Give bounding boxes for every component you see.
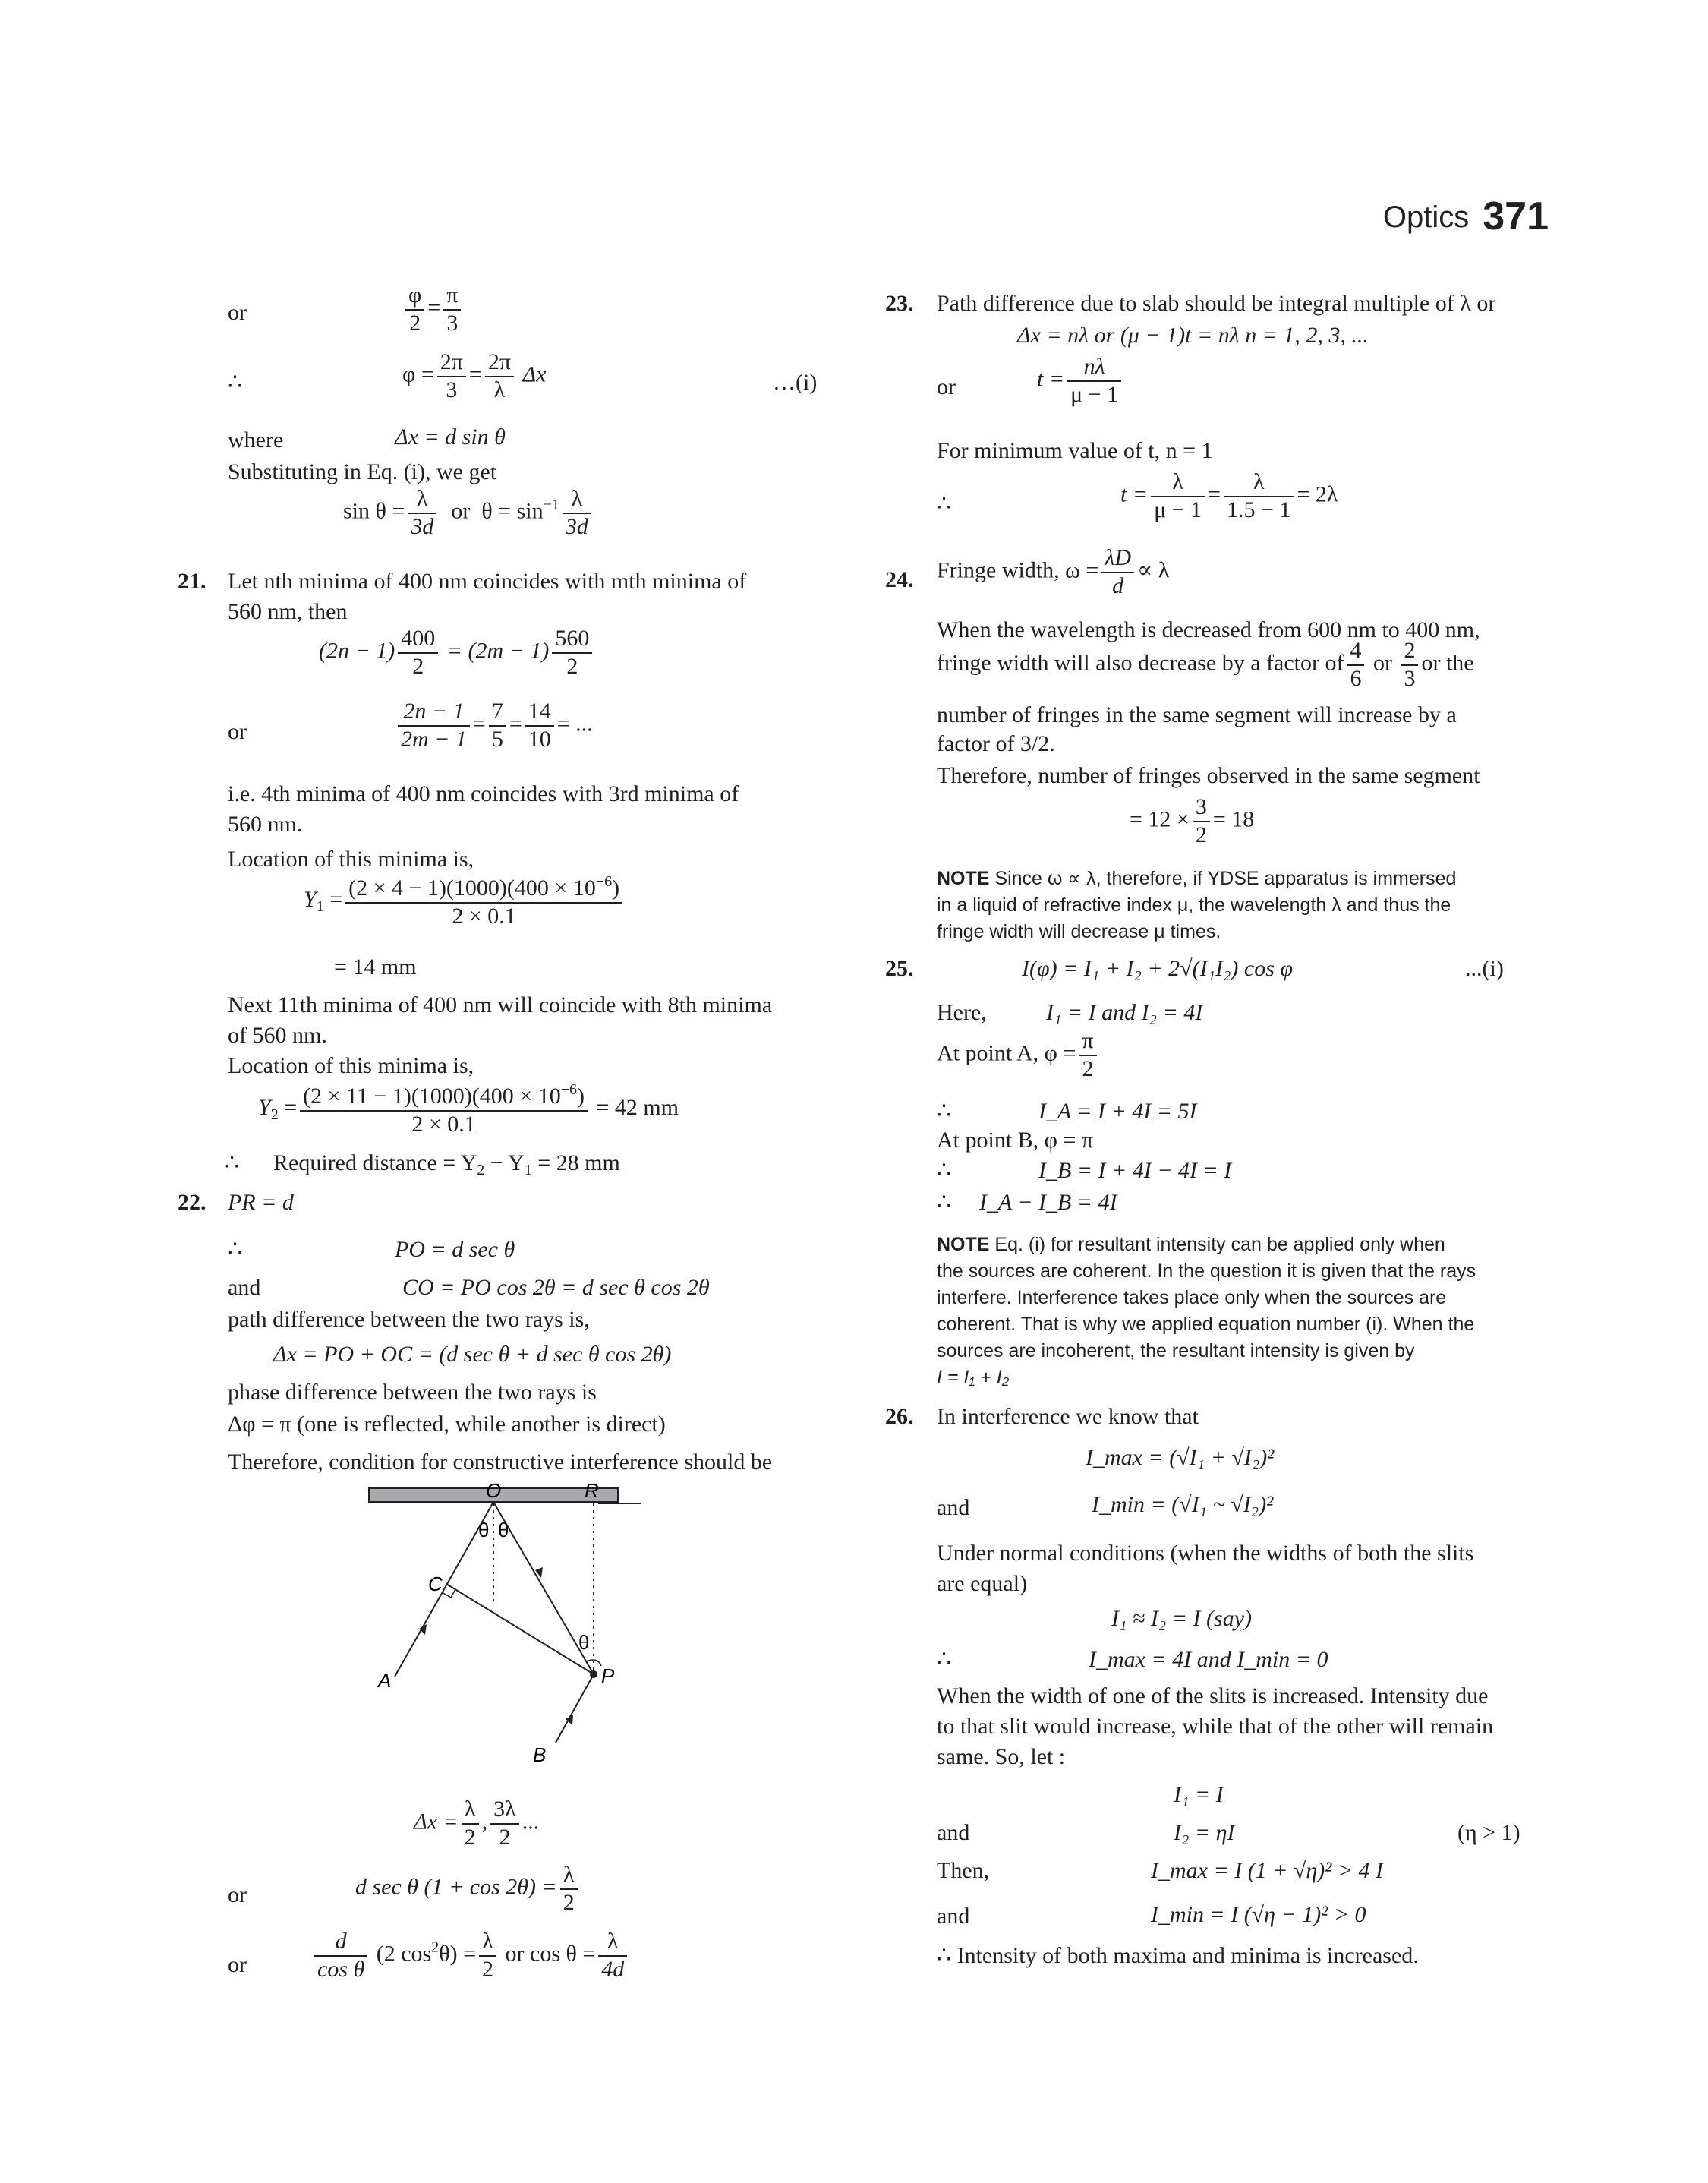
therefore-symbol: ∴ xyxy=(937,1099,952,1124)
label-theta: θ xyxy=(498,1519,509,1541)
frac-num: λ xyxy=(408,486,436,514)
point-a-line xyxy=(937,1028,1100,1082)
section-title: Optics xyxy=(1382,200,1470,234)
subscript: 1 xyxy=(316,897,324,915)
frac-num: λ xyxy=(1224,469,1294,497)
note-text: sources are incoherent, the resultant intensity is given by xyxy=(937,1340,1415,1361)
frac-den: 2 xyxy=(566,653,578,679)
or-label: or xyxy=(228,1952,247,1977)
and-label: and xyxy=(228,1275,261,1300)
frac-den: 2 xyxy=(464,1824,476,1850)
equation-i1: I₁ = I xyxy=(1174,1782,1224,1807)
text-line: i.e. 4th minima of 400 nm coincides with 3rd minima of xyxy=(228,781,739,806)
eq-tail: ∝ λ xyxy=(1137,557,1170,583)
equation-i2: I₂ = ηI xyxy=(1174,1820,1235,1845)
text-line: to that slit would increase, while that of the other will remain xyxy=(937,1714,1494,1739)
frac-num: λ xyxy=(1151,469,1205,497)
equation-here: I₁ = I and I₂ = 4I xyxy=(1046,1000,1203,1025)
text-line: Under normal conditions (when the widths of both the slits xyxy=(937,1541,1474,1566)
frac-num: d xyxy=(314,1929,367,1957)
equation-y1 xyxy=(304,873,626,929)
line-cp xyxy=(446,1584,594,1674)
subscript: 2 xyxy=(477,1162,485,1178)
note-text: coherent. That is why we applied equation number (i). When the xyxy=(937,1314,1475,1335)
equation-po: PO = d sec θ xyxy=(395,1237,515,1262)
result-y2: = 42 mm xyxy=(596,1094,679,1120)
text-line: Location of this minima is, xyxy=(228,847,474,872)
text-line-with-fractions xyxy=(937,638,1474,692)
frac-den: 3 xyxy=(1404,665,1416,691)
y-symbol: Y xyxy=(258,1094,271,1120)
frac-num: 3 xyxy=(1193,794,1210,822)
text-line: For minimum value of t, n = 1 xyxy=(937,438,1213,463)
required-distance xyxy=(273,1148,620,1180)
frac-num: λ xyxy=(560,1862,578,1890)
note-text: Since ω ∝ λ, therefore, if YDSE apparatus is immersed xyxy=(989,868,1457,889)
equation-co: CO = PO cos 2θ = d sec θ cos 2θ xyxy=(402,1275,710,1300)
equals: = xyxy=(427,295,441,320)
equals: = xyxy=(468,361,482,387)
eq-part: (2n − 1) xyxy=(319,638,395,664)
eq-mid: cos θ = xyxy=(530,1941,596,1967)
and-label: and xyxy=(937,1495,970,1520)
text-line: number of fringes in the same segment will increase by a xyxy=(937,702,1457,727)
frac-num: 14 xyxy=(525,699,554,727)
frac-den: 6 xyxy=(1350,665,1362,691)
label-theta: θ xyxy=(478,1519,490,1541)
frac-den: λ xyxy=(493,377,506,402)
equation-imax2: I_max = I (1 + √η)² > 4 I xyxy=(1151,1858,1384,1883)
equation-phi xyxy=(402,349,546,403)
equals: = xyxy=(1208,481,1221,507)
frac-num: nλ xyxy=(1067,354,1121,382)
frac-den: 3 xyxy=(446,377,458,402)
frac-den: 3d xyxy=(411,513,434,539)
or-word: or xyxy=(505,1941,525,1967)
frac-num: 2 xyxy=(1401,638,1418,666)
eq-mid: θ) = xyxy=(439,1941,476,1967)
frac-den: 10 xyxy=(528,726,551,752)
frac-den: 1.5 − 1 xyxy=(1227,497,1291,522)
equation-dx: Δx = d sin θ xyxy=(395,424,506,450)
frac-den: cos θ xyxy=(317,1956,365,1982)
equation-dx: Δx = PO + OC = (d sec θ + d sec θ cos 2θ) xyxy=(273,1342,672,1367)
frac-den: 5 xyxy=(491,726,503,752)
or-label: or xyxy=(228,719,247,744)
frac-num: π xyxy=(443,282,461,311)
eq-tail: = ... xyxy=(556,711,593,737)
running-header xyxy=(1383,191,1549,243)
subscript: 1 xyxy=(524,1162,532,1178)
equation-imax: I_max = (√I₁ + √I₂)² xyxy=(1086,1445,1275,1470)
frac-num: 2n − 1 xyxy=(398,699,470,727)
equation-intensity: I(φ) = I₁ + I₂ + 2√(I₁I₂) cos φ xyxy=(1022,956,1294,981)
frac-num: (2 × 4 − 1)(1000)(400 × 10 xyxy=(348,875,596,901)
or-label: or xyxy=(937,374,956,399)
frac-den: 2 × 0.1 xyxy=(452,903,516,929)
frac-num: 7 xyxy=(489,699,506,727)
and-label: and xyxy=(937,1820,970,1845)
text-line: Path difference due to slab should be integral multiple of λ or xyxy=(937,291,1496,316)
frac-den: 2 xyxy=(412,653,424,679)
equation-ratio xyxy=(395,699,593,752)
therefore-symbol: ∴ xyxy=(228,370,243,395)
therefore-symbol: ∴ xyxy=(937,491,952,516)
superscript: 2 xyxy=(431,1939,440,1956)
frac-num: 3λ xyxy=(490,1797,519,1825)
frac-num: 4 xyxy=(1347,638,1364,666)
frac-den: 2 xyxy=(499,1824,511,1850)
equation-ia: I_A = I + 4I = 5I xyxy=(1038,1099,1197,1124)
equation-t-min xyxy=(1120,469,1338,523)
page-number: 371 xyxy=(1483,194,1549,238)
text-line: are equal) xyxy=(937,1571,1028,1596)
equation-tag: …(i) xyxy=(773,370,818,395)
eq-part: = (2m − 1) xyxy=(446,638,550,664)
frac-num: λ xyxy=(598,1929,627,1957)
frac-den: 4d xyxy=(601,1956,625,1982)
eq-mid: θ = sin xyxy=(481,498,544,524)
frac-num: λ xyxy=(563,486,591,514)
label-r: R xyxy=(585,1481,599,1502)
frac-den: 3d xyxy=(565,513,588,539)
equals: = xyxy=(472,711,486,737)
equation-tag: ...(i) xyxy=(1465,956,1504,981)
frac-den: 3 xyxy=(446,310,459,336)
note-text: the sources are coherent. In the question it is given that the rays xyxy=(937,1260,1476,1282)
note-block xyxy=(937,1232,1521,1391)
frac-num: 2π xyxy=(485,349,514,377)
question-number: 23. xyxy=(885,291,914,316)
eq-part: = 12 × xyxy=(1130,806,1190,832)
superscript: −1 xyxy=(543,496,559,513)
frac-den: 2 xyxy=(409,310,421,336)
text-line: 560 nm, then xyxy=(228,599,348,624)
label-o: O xyxy=(486,1481,502,1502)
or-label: or xyxy=(228,1882,247,1907)
equation-phi-half xyxy=(402,282,464,336)
label-b: B xyxy=(533,1743,547,1766)
text-line: path difference between the two rays is, xyxy=(228,1307,590,1332)
frac-den: 2 × 0.1 xyxy=(411,1111,476,1137)
equation-result: I_max = 4I and I_min = 0 xyxy=(1089,1647,1328,1672)
result-y1: = 14 mm xyxy=(334,954,417,980)
frac-den: 2 xyxy=(1195,822,1207,847)
note-text: interfere. Interference takes place only when the sources are xyxy=(937,1287,1447,1308)
frac-den: d xyxy=(1112,573,1124,598)
note-label: NOTE xyxy=(937,868,990,889)
text-line: Therefore, number of fringes observed in the same segment xyxy=(937,763,1480,788)
reflection-diagram xyxy=(357,1481,660,1777)
y-symbol: Y xyxy=(304,886,317,912)
eq-lhs: sin θ = xyxy=(343,498,405,524)
equation-equal: I₁ ≈ I₂ = I (say) xyxy=(1111,1606,1253,1631)
superscript: −6 xyxy=(595,873,613,890)
question-number: 22. xyxy=(178,1190,206,1215)
text: fringe width will also decrease by a factor of xyxy=(937,650,1344,676)
equation-cos-theta xyxy=(311,1929,630,1983)
frac-num-end: ) xyxy=(612,875,620,901)
equals: = xyxy=(329,886,343,912)
equation-sin-theta xyxy=(343,486,594,540)
frac-num: π xyxy=(1079,1028,1096,1056)
label-c: C xyxy=(428,1573,443,1595)
or-label: or xyxy=(228,300,247,325)
superscript: −6 xyxy=(560,1081,577,1098)
text: At point A, φ = xyxy=(937,1040,1076,1066)
eq-tail: = 2λ xyxy=(1297,481,1338,507)
question-number: 26. xyxy=(885,1404,914,1429)
frac-num: (2 × 11 − 1)(1000)(400 × 10 xyxy=(303,1084,561,1109)
text-line: At point B, φ = π xyxy=(937,1128,1094,1153)
equation-minima xyxy=(319,626,595,680)
therefore-symbol: ∴ xyxy=(937,1190,952,1215)
equation-d-sec xyxy=(355,1862,581,1916)
text-line: phase difference between the two rays is xyxy=(228,1380,597,1405)
text-line: When the wavelength is decreased from 600 nm to 400 nm, xyxy=(937,617,1480,642)
frac-num: φ xyxy=(405,282,424,311)
direct-ray xyxy=(556,1674,594,1743)
equation-fringes xyxy=(1130,794,1254,848)
frac-den: 2m − 1 xyxy=(401,726,467,752)
note-text: fringe width will decrease μ times. xyxy=(937,921,1221,942)
equation-t xyxy=(1037,354,1124,408)
then-label: Then, xyxy=(937,1858,990,1883)
equation-ib: I_B = I + 4I − 4I = I xyxy=(1038,1158,1232,1183)
note-text: I = I₁ + I₂ xyxy=(937,1367,1010,1388)
text-line: same. So, let : xyxy=(937,1744,1066,1769)
equation-imin2: I_min = I (√η − 1)² > 0 xyxy=(1151,1902,1366,1927)
therefore-symbol: ∴ xyxy=(225,1150,240,1175)
subscript: 2 xyxy=(270,1106,279,1123)
therefore-symbol: ∴ xyxy=(937,1647,952,1672)
text: = 28 mm xyxy=(531,1150,620,1175)
therefore-symbol: ∴ xyxy=(937,1158,952,1183)
eq-tail: Δx xyxy=(522,361,547,387)
eq-lhs: φ = xyxy=(402,361,434,387)
here-label: Here, xyxy=(937,1000,987,1025)
frac-num: λ xyxy=(479,1929,496,1957)
and-label: and xyxy=(937,1904,970,1929)
note-label: NOTE xyxy=(937,1234,990,1255)
question-number: 21. xyxy=(178,569,206,594)
frac-den: 2 xyxy=(563,1889,575,1915)
text-line: Substituting in Eq. (i), we get xyxy=(228,459,497,484)
equation-y2 xyxy=(258,1081,679,1137)
label-theta: θ xyxy=(578,1631,590,1654)
frac-den: μ − 1 xyxy=(1070,381,1119,407)
label-a: A xyxy=(378,1669,392,1692)
eq-mid: (2 cos xyxy=(376,1941,432,1967)
frac-num: 400 xyxy=(398,626,438,654)
frac-den: μ − 1 xyxy=(1154,497,1202,522)
text: Required distance = Y xyxy=(273,1150,477,1175)
note-block xyxy=(937,866,1521,945)
or-word: or xyxy=(1372,650,1392,676)
text-line: 560 nm. xyxy=(228,812,303,837)
equation-ia-ib: I_A − I_B = 4I xyxy=(979,1190,1117,1215)
equation-imin: I_min = (√I₁ ~ √I₂)² xyxy=(1092,1492,1274,1517)
frac-num: λD xyxy=(1101,545,1134,573)
frac-num: 560 xyxy=(552,626,592,654)
text-line: In interference we know that xyxy=(937,1404,1199,1429)
frac-den: 2 xyxy=(1082,1055,1094,1081)
eq-lhs: Δx = xyxy=(414,1809,459,1834)
text-line: Next 11th minima of 400 nm will coincide with 8th minima xyxy=(228,992,773,1017)
note-text: in a liquid of refractive index μ, the wavelength λ and thus the xyxy=(937,894,1451,916)
eq-tail: ... xyxy=(522,1809,540,1834)
eq-lhs: t = xyxy=(1120,481,1149,507)
text-line: Δφ = π (one is reflected, while another is direct) xyxy=(228,1412,666,1437)
question-number: 25. xyxy=(885,956,914,981)
point-p xyxy=(590,1670,597,1678)
equals: = xyxy=(284,1094,298,1120)
therefore-symbol: ∴ xyxy=(228,1237,243,1262)
where-label: where xyxy=(228,427,284,453)
equation-dx-values xyxy=(414,1797,539,1850)
equation-pr: PR = d xyxy=(228,1190,294,1215)
condition: (η > 1) xyxy=(1457,1820,1520,1845)
frac-num: 2π xyxy=(437,349,466,377)
fringe-width-line xyxy=(937,545,1169,599)
text-line: of 560 nm. xyxy=(228,1023,327,1048)
comma: , xyxy=(481,1809,488,1834)
frac-den: 2 xyxy=(482,1956,493,1982)
text: − Y xyxy=(484,1150,525,1175)
text: or the xyxy=(1421,650,1474,676)
equation-path-diff: Δx = nλ or (μ − 1)t = nλ n = 1, 2, 3, ... xyxy=(1017,323,1369,348)
text-line: Let nth minima of 400 nm coincides with mth minima of xyxy=(228,569,747,594)
text-line: Location of this minima is, xyxy=(228,1053,474,1078)
frac-num: λ xyxy=(462,1797,479,1825)
question-number: 24. xyxy=(885,567,914,592)
conclusion-line: ∴ Intensity of both maxima and minima is increased. xyxy=(937,1943,1419,1968)
note-text: Eq. (i) for resultant intensity can be applied only when xyxy=(989,1234,1445,1255)
label-p: P xyxy=(601,1664,615,1687)
text: Fringe width, ω = xyxy=(937,557,1099,583)
eq-part: = 18 xyxy=(1212,806,1255,832)
or-word: or xyxy=(451,498,471,524)
text-line: When the width of one of the slits is increased. Intensity due xyxy=(937,1683,1489,1708)
text-line: factor of 3/2. xyxy=(937,731,1055,756)
text-line: Therefore, condition for constructive interference should be xyxy=(228,1450,773,1475)
eq-lhs: t = xyxy=(1037,366,1065,392)
equals: = xyxy=(509,711,522,737)
frac-num-end: ) xyxy=(577,1084,585,1109)
eq-lhs: d sec θ (1 + cos 2θ) = xyxy=(355,1874,557,1900)
